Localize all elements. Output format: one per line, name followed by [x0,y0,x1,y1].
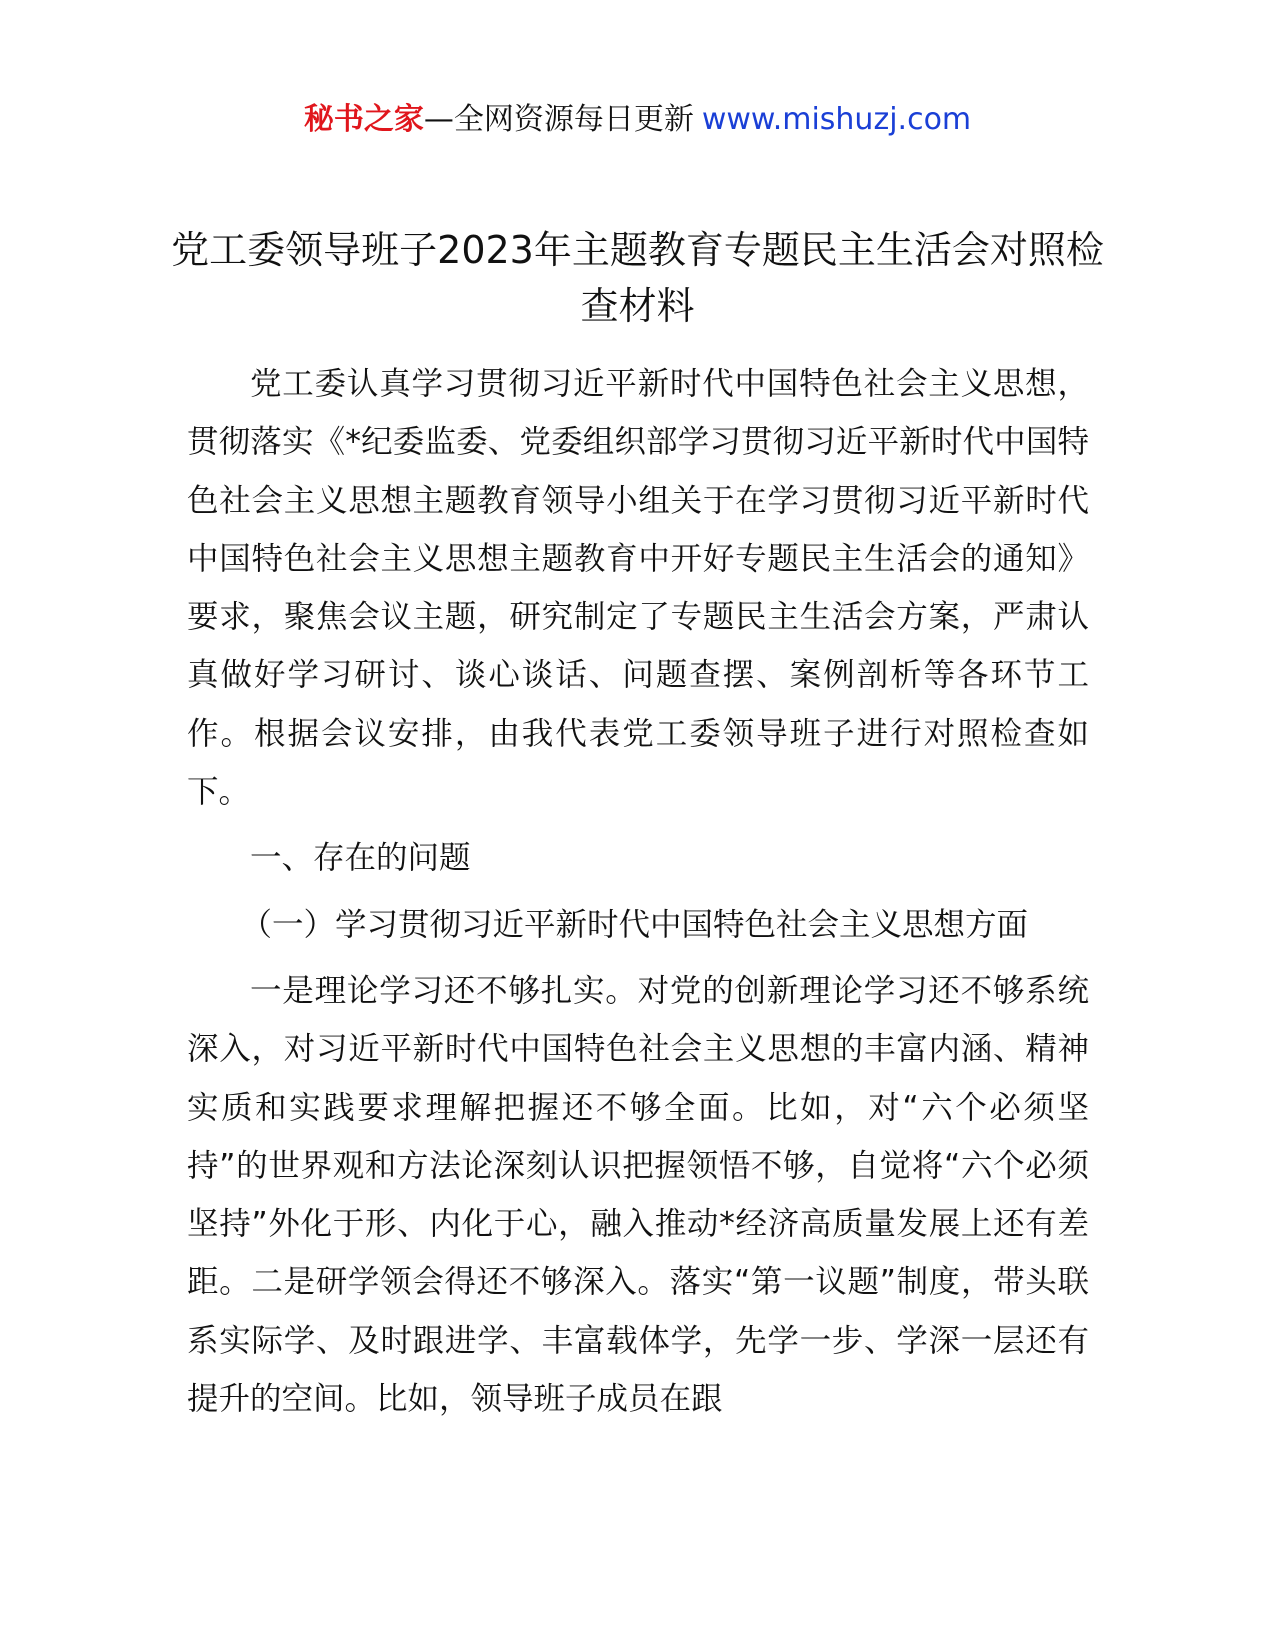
site-name: 秘书之家 [303,102,424,137]
site-header [0,100,1275,140]
document-title: 党工委领导班子2023年主题教育专题民主生活会对照检查材料 [171,228,1104,328]
subsection-heading: （一）学习贯彻习近平新时代中国特色社会主义思想方面 [240,906,1029,943]
section-heading: 一、存在的问题 [250,840,471,877]
body-paragraph: 一是理论学习还不够扎实。对党的创新理论学习还不够系统深入，对习近平新时代中国特色社会主义思想的丰富内涵、精神实质和实践要求理解把握还不够全面。比如，对“六个必须坚持”的世界观和方法论深刻认识把握领悟不够，自觉将“六个必须坚持”外化于形、内化于心，融入推动*经济高质量发展上还有差距。二是研学领会得还不够深入。落实“第一议题”制度，带头联系实际学、及时跟进学、丰富载体学，先学一步、学深一层还有提升的空间。比如，领导班子成员在跟 [187,972,1089,1418]
intro-paragraph: 党工委认真学习贯彻习近平新时代中国特色社会主义思想，贯彻落实《*纪委监委、党委组织部学习贯彻习近平新时代中国特色社会主义思想主题教育领导小组关于在学习贯彻习近平新时代中国特色社会主义思想主题教育中开好专题民主生活会的通知》要求，聚焦会议主题，研究制定了专题民主生活会方案，严肃认真做好学习研讨、谈心谈话、问题查摆、案例剖析等各环节工作。根据会议安排，由我代表党工委领导班子进行对照检查如下。 [187,366,1089,811]
site-url-link[interactable]: www.mishuzj.com [701,102,972,137]
document-body [187,355,1089,1428]
site-slogan: —全网资源每日更新 [423,102,694,137]
